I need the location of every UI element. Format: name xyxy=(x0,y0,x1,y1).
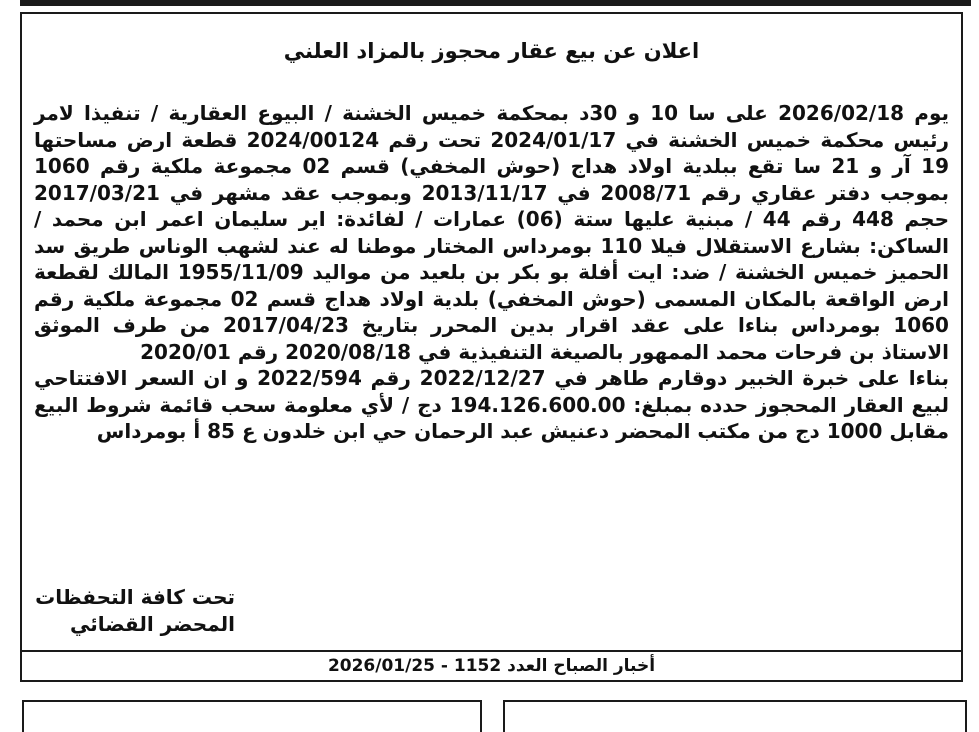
notice-paragraph-expertise: بناءا على خبرة الخبير دوقارم طاهر في 2022/12/27 رقم 2022/594 و ان السعر الافتتاحي لبيع العقار المحجوز حدده بمبلغ: 194.126.600.00 دج / لأي معلومة سحب قائمة شروط البيع مقابل 1000 دج من مكتب المحضر دعنيش عبد الرحمان حي ابن خلدون ع 85 أ بومرداس xyxy=(34,366,950,443)
top-border-rule xyxy=(20,0,971,6)
bailiff-signature: المحضر القضائي xyxy=(69,611,235,636)
adjacent-notice-left xyxy=(22,700,482,732)
adjacent-notice-right xyxy=(503,700,967,732)
publication-date: 2026/01/25 xyxy=(327,656,435,676)
auction-notice xyxy=(20,12,963,682)
notice-signature xyxy=(35,584,235,637)
reservation-line: تحت كافة التحفظات xyxy=(35,585,235,609)
notice-title: اعلان عن بيع عقار محجوز بالمزاد العلني xyxy=(283,39,700,63)
publication-footer xyxy=(22,650,961,684)
publication-source: أخبار الصباح العدد 1152 - xyxy=(440,656,656,676)
notice-paragraph-main: يوم 2026/02/18 على سا 10 و 30د بمحكمة خميس الخشنة / البيوع العقارية / تنفيذا لامر رئيس محكمة خميس الخشنة في 2024/01/17 تحت رقم 2024/00124 قطعة ارض مساحتها 19 آر و 21 سا تقع ببلدية اولاد هداج (حوش المخفي) قسم 02 مجموعة ملكية رقم 1060 بموجب دفتر عقاري رقم 2008/71 في 2013/11/17 وبموجب عقد مشهر في 2017/03/21 حجم 448 رقم 44 / مبنية عليها ستة (06) عمارات / لفائدة: اير سليمان اعمر ابن محمد / الساكن: بشارع الاستقلال فيلا 110 بومرداس المختار موطنا له عند لشهب الوناس طريق سد الحميز خميس الخشنة / ضد: ايت أفلة بو بكر بن بلعيد من مواليد 1955/11/09 المالك لقطعة ارض الواقعة بالمكان المسمى (حوش المخفي) بلدية اولاد هداج قسم 02 مجموعة ملكية رقم 1060 بومرداس بناءا على عقد اقرار بدين المحرر بتاريخ 2017/04/23 من طرف الموثق الاستاذ بن فرحات محمد الممهور بالصيغة التنفيذية في 2020/08/18 رقم 2020/01 xyxy=(34,101,950,364)
notice-body xyxy=(34,100,949,445)
